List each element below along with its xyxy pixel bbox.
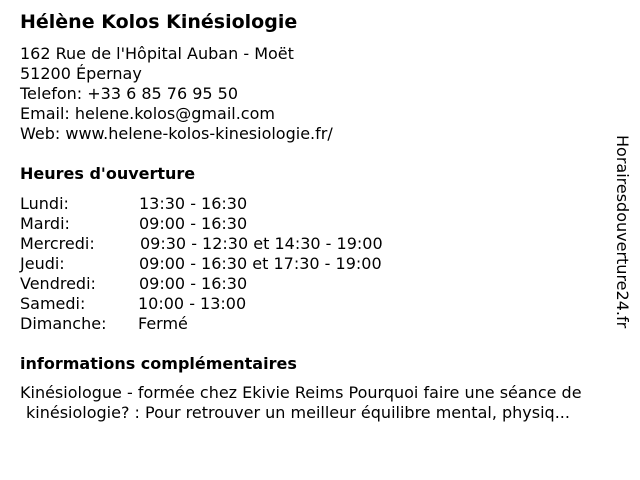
hours-day-label: Samedi:: [20, 294, 86, 313]
hours-time-value: 09:30 - 12:30 et 14:30 - 19:00: [140, 234, 383, 253]
hours-time-value: 09:00 - 16:30 et 17:30 - 19:00: [139, 254, 382, 273]
address-city: 51200 Épernay: [20, 64, 142, 83]
hours-day-label: Lundi:: [20, 194, 69, 213]
hours-day-label: Mercredi:: [20, 234, 95, 253]
business-name: Hélène Kolos Kinésiologie: [20, 11, 298, 33]
hours-day-label: Jeudi:: [20, 254, 65, 273]
hours-day-label: Mardi:: [20, 214, 70, 233]
hours-time-value: 09:00 - 16:30: [139, 214, 248, 233]
additional-info-line: Kinésiologue - formée chez Ekivie Reims Pourquoi faire une séance de: [20, 383, 582, 402]
hours-time-value: 13:30 - 16:30: [139, 194, 248, 213]
site-watermark: Horairesdouverture24.fr: [613, 135, 632, 329]
hours-day-label: Dimanche:: [20, 314, 107, 333]
additional-info-line: kinésiologie? : Pour retrouver un meilleur équilibre mental, physiq...: [26, 403, 570, 422]
additional-info-heading: informations complémentaires: [20, 354, 297, 373]
opening-hours-heading: Heures d'ouverture: [20, 164, 196, 183]
email-address: Email: helene.kolos@gmail.com: [20, 104, 275, 123]
hours-time-value: 09:00 - 16:30: [139, 274, 248, 293]
contact-block: [20, 44, 333, 144]
additional-info-text: [20, 383, 635, 423]
hours-day-label: Vendredi:: [20, 274, 96, 293]
phone-number: Telefon: +33 6 85 76 95 50: [20, 84, 239, 103]
website-address: Web: www.helene-kolos-kinesiologie.fr/: [20, 124, 333, 143]
hours-time-value: 10:00 - 13:00: [138, 294, 247, 313]
hours-time-value: Fermé: [138, 314, 188, 333]
address-street: 162 Rue de l'Hôpital Auban - Moët: [20, 44, 294, 63]
